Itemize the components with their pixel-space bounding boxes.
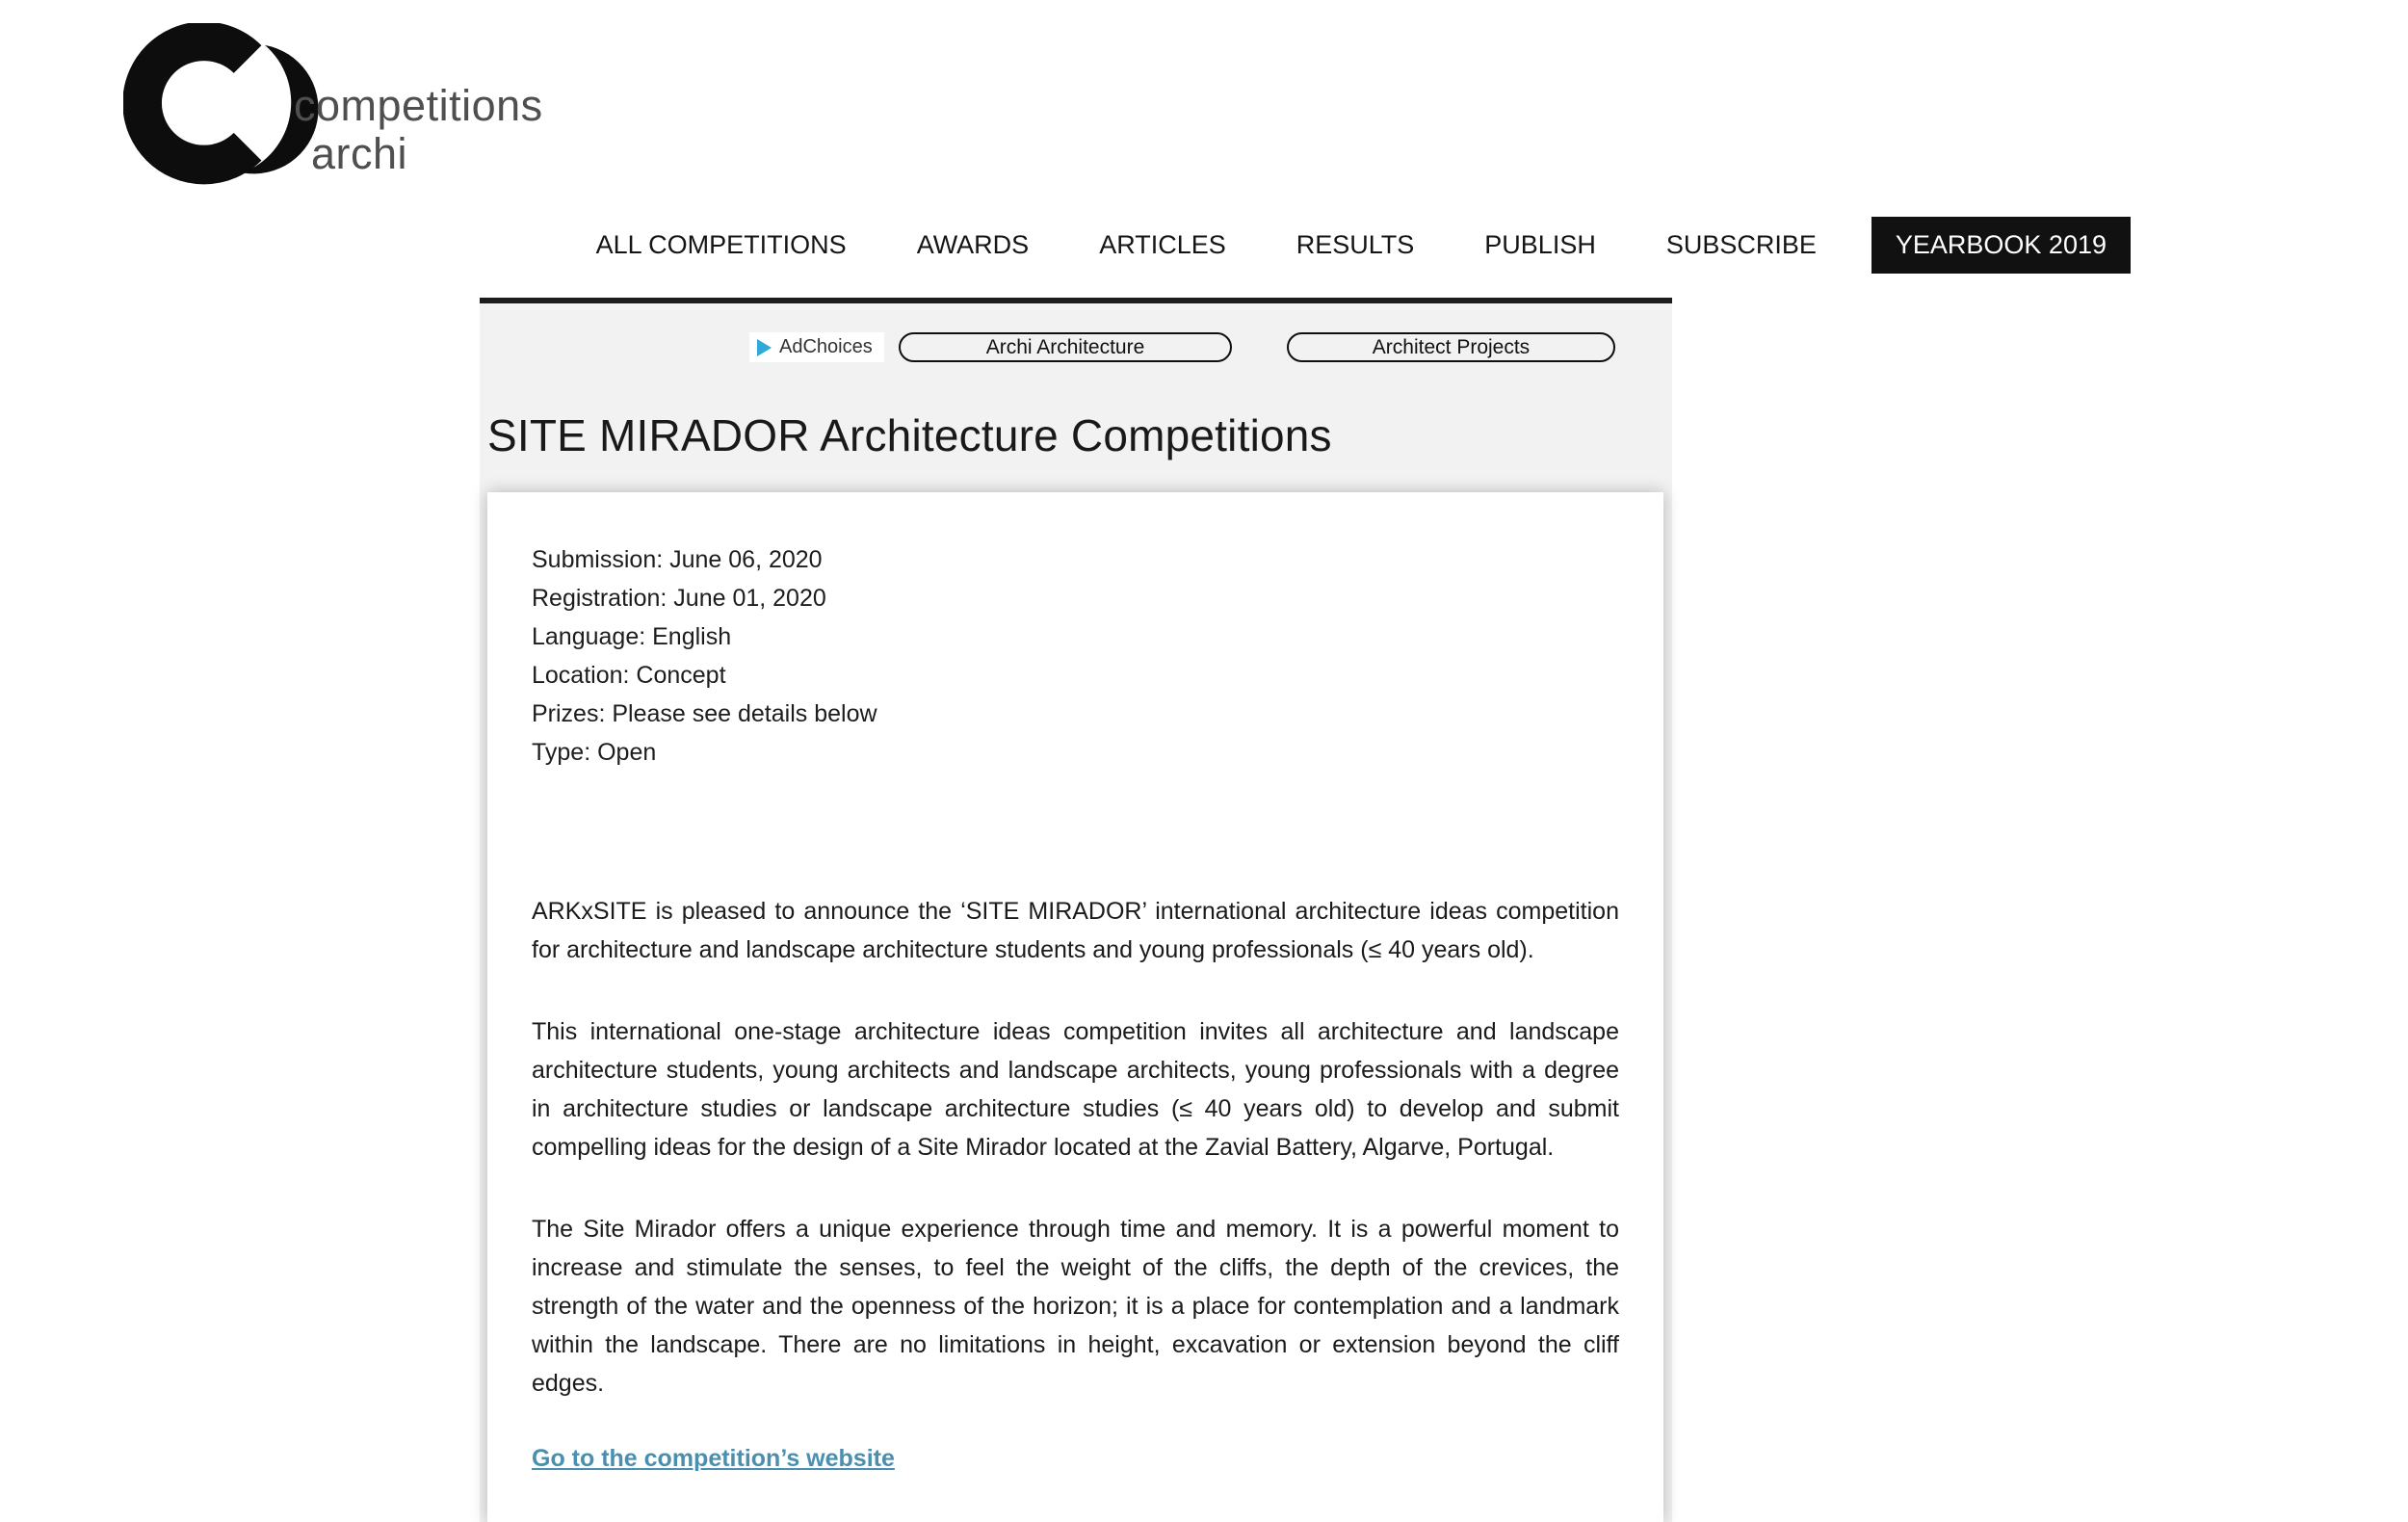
nav-item-subscribe[interactable]: SUBSCRIBE xyxy=(1665,229,1817,259)
nav-item-publish[interactable]: PUBLISH xyxy=(1484,229,1596,259)
article-paragraph-3: The Site Mirador offers a unique experience through time and memory. It is a powerful moment to increase and stimulate the senses, to feel the weight of the cliffs, the depth of the crevices, the strength of the water and the openness of the horizon; it is a place for contemplation and a landmark within the landscape. There are no limitations in height, excavation or extension beyond the cliff edges. xyxy=(532,1216,1619,1397)
site-header xyxy=(0,0,2408,298)
adchoices-badge[interactable] xyxy=(749,332,884,362)
nav-item-results[interactable]: RESULTS xyxy=(1296,229,1415,259)
detail-registration: Registration: June 01, 2020 xyxy=(532,585,826,612)
detail-submission: Submission: June 06, 2020 xyxy=(532,546,823,573)
detail-location: Location: Concept xyxy=(532,662,726,689)
detail-prizes: Prizes: Please see details below xyxy=(532,700,877,727)
article-paragraph-2: This international one-stage architecture ideas competition invites all architecture and landscape architecture students, young architects and landscape architects, young professionals with a degree in architecture studies or landscape architecture studies (≤ 40 years old) to develop and submit compelling ideas for the design of a Site Mirador located at the Zavial Battery, Algarve, Portugal. xyxy=(532,1018,1619,1161)
logo-text-line1: competitions xyxy=(294,81,543,130)
article-card xyxy=(487,492,1663,1522)
content-column xyxy=(480,298,1672,1522)
logo-mark-icon xyxy=(123,23,321,189)
adchoices-label: AdChoices xyxy=(779,336,873,357)
competition-details xyxy=(532,540,1619,772)
article-paragraph-1: ARKxSITE is pleased to announce the ‘SITE MIRADOR’ international architecture ideas competition for architecture and landscape architecture students and young professionals (≤ 40 years old). xyxy=(532,898,1619,963)
logo-text-line2: archi xyxy=(311,129,408,178)
nav-item-all-competitions[interactable]: ALL COMPETITIONS xyxy=(595,229,847,259)
site-logo[interactable] xyxy=(123,23,543,189)
logo-text xyxy=(294,23,543,177)
nav-item-articles[interactable]: ARTICLES xyxy=(1099,229,1226,259)
nav-underline-divider xyxy=(480,298,1672,303)
page-title: SITE MIRADOR Architecture Competitions xyxy=(487,410,1332,460)
ad-link-architect-projects[interactable]: Architect Projects xyxy=(1287,332,1615,362)
nav-item-yearbook-2019[interactable]: YEARBOOK 2019 xyxy=(1871,217,2131,274)
detail-language: Language: English xyxy=(532,623,732,650)
ad-link-archi-architecture[interactable]: Archi Architecture xyxy=(899,332,1232,362)
detail-type: Type: Open xyxy=(532,739,657,766)
nav-item-awards[interactable]: AWARDS xyxy=(916,229,1030,259)
competition-website-link[interactable]: Go to the competition’s website xyxy=(532,1445,895,1472)
adchoices-icon xyxy=(757,339,772,356)
ad-row xyxy=(480,332,1672,365)
main-nav xyxy=(596,216,2131,274)
